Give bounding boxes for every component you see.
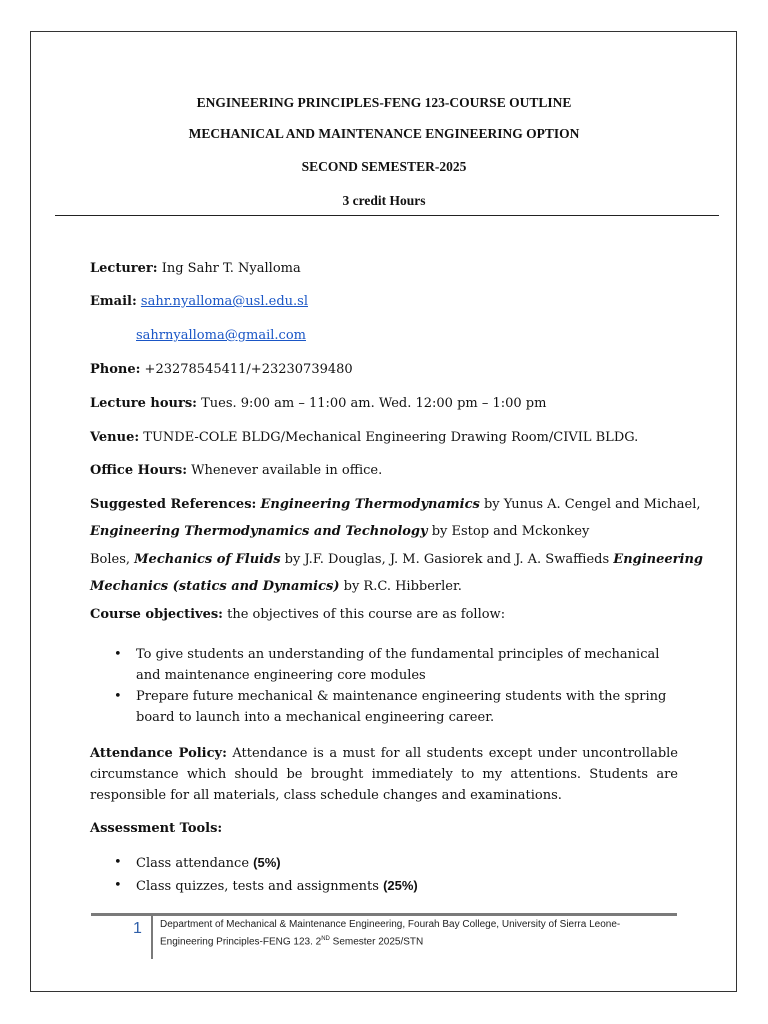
bullet-icon: • (114, 878, 122, 893)
reference-4-title-a: Engineering (613, 552, 704, 567)
references-line-4 (90, 579, 462, 595)
reference-4-title-b: Mechanics (statics and Dynamics) (90, 579, 340, 594)
bullet-icon: • (114, 647, 122, 662)
assessment-2-weight: (25%) (383, 878, 418, 893)
footer-text (160, 917, 620, 949)
course-title: ENGINEERING PRINCIPLES-FENG 123-COURSE OUTLINE (196, 95, 572, 110)
attendance-label: Attendance Policy: (90, 746, 227, 761)
email-line (90, 294, 308, 310)
reference-2-title: Engineering Thermodynamics and Technology (90, 524, 428, 539)
page-number: 1 (133, 920, 142, 937)
reference-1-authors: by Yunus A. Cengel and Michael, (479, 497, 701, 512)
objective-1: To give students an understanding of the fundamental principles of mechanical and maintenance engineering core modules (136, 647, 660, 683)
venue-label: Venue: (90, 430, 140, 445)
footer-separator (151, 913, 153, 959)
office-hours-value: Whenever available in office. (187, 463, 383, 478)
lecture-hours-value: Tues. 9:00 am – 11:00 am. Wed. 12:00 pm – 1:00 pm (196, 396, 547, 411)
reference-3-authors: by J.F. Douglas, J. M. Gasiorek and J. A. Swaffieds (280, 552, 614, 567)
venue-value: TUNDE-COLE BLDG/Mechanical Engineering Drawing Room/CIVIL BLDG. (139, 430, 639, 445)
list-item (90, 875, 680, 898)
assessment-label: Assessment Tools: (90, 821, 223, 836)
lecturer-value: Ing Sahr T. Nyalloma (157, 261, 301, 276)
phone-line (90, 362, 353, 378)
reference-line3-start: Boles, (90, 552, 135, 567)
references-line-2 (90, 524, 589, 540)
footer-line-2-end: Semester 2025/STN (329, 936, 424, 948)
objectives-intro: the objectives of this course are as follow: (222, 607, 506, 622)
email-line-secondary (136, 328, 306, 344)
bullet-icon: • (114, 689, 122, 704)
phone-value: +23278545411/+23230739480 (140, 362, 353, 377)
header-divider (55, 215, 719, 216)
reference-1-title: Engineering Thermodynamics (260, 497, 480, 512)
reference-2-authors: by Estop and Mckonkey (427, 524, 590, 539)
footer-divider (91, 913, 677, 916)
venue-line (90, 430, 638, 446)
objectives-list (90, 645, 680, 728)
email-link-primary[interactable]: sahr.nyalloma@usl.edu.sl (140, 294, 308, 309)
attendance-text: Attendance is a must for all students except under uncontrollable circumstance which should be brought immediately to my attentions. Students are responsible for all materials, class schedule changes and examinations. (90, 746, 678, 803)
references-line-3 (90, 552, 703, 568)
references-line-1 (90, 497, 701, 513)
office-hours-line (90, 463, 382, 479)
lecturer-line (90, 261, 301, 277)
lecturer-label: Lecturer: (90, 261, 158, 276)
email-link-secondary[interactable]: sahrnyalloma@gmail.com (136, 328, 306, 343)
attendance-policy (90, 743, 678, 806)
list-item (90, 687, 680, 728)
email-label: Email: (90, 294, 137, 309)
lecture-hours-label: Lecture hours: (90, 396, 197, 411)
bullet-icon: • (114, 855, 122, 870)
footer-line-2-start: Engineering Principles-FENG 123. 2 (160, 936, 322, 948)
assessment-list (90, 852, 680, 898)
objectives-label: Course objectives: (90, 607, 223, 622)
reference-3-title: Mechanics of Fluids (134, 552, 281, 567)
footer-line-1: Department of Mechanical & Maintenance Engineering, Fourah Bay College, University of Sierra Leone- (160, 919, 621, 930)
lecture-hours-line (90, 396, 546, 412)
assessment-1-weight: (5%) (253, 855, 281, 870)
assessment-2-text: Class quizzes, tests and assignments (136, 879, 384, 894)
list-item (90, 852, 680, 875)
credit-hours: 3 credit Hours (342, 193, 426, 208)
objectives-line (90, 607, 505, 623)
reference-4-authors: by R.C. Hibberler. (339, 579, 462, 594)
assessment-heading (90, 821, 222, 837)
footer-line-2 (160, 932, 620, 949)
program-option: MECHANICAL AND MAINTENANCE ENGINEERING OPTION (188, 126, 580, 141)
assessment-1-text: Class attendance (136, 856, 254, 871)
office-hours-label: Office Hours: (90, 463, 188, 478)
list-item (90, 645, 680, 686)
semester: SECOND SEMESTER-2025 (301, 159, 467, 174)
footer-line-2-sup: ND (321, 936, 330, 942)
objective-2: Prepare future mechanical & maintenance engineering students with the spring board to launch into a mechanical engineering career. (136, 689, 667, 725)
phone-label: Phone: (90, 362, 141, 377)
references-label: Suggested References: (90, 497, 257, 512)
